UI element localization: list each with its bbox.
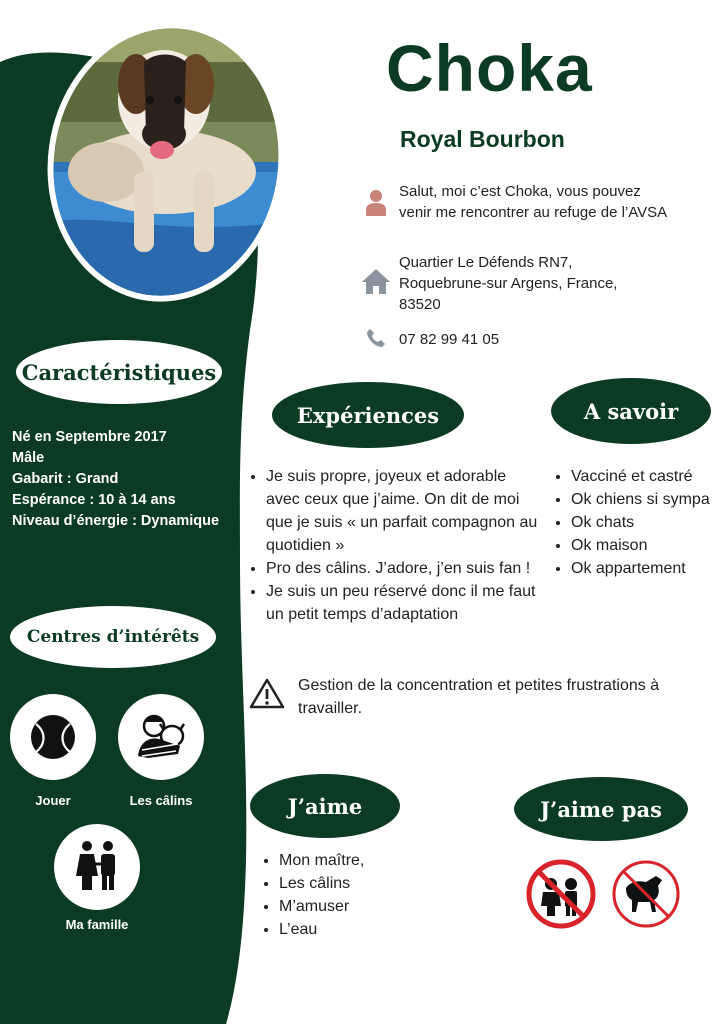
hug-icon bbox=[118, 694, 204, 780]
to-know-item: • Vacciné et castré bbox=[571, 465, 724, 488]
person-icon bbox=[364, 189, 388, 217]
to-know-heading: A savoir bbox=[551, 378, 711, 444]
contact-intro: Salut, moi c’est Choka, vous pouvez venir me rencontrer au refuge de l’AVSA bbox=[399, 183, 668, 221]
to-know-item: • Ok maison bbox=[571, 534, 724, 557]
dog-photo bbox=[46, 22, 286, 302]
dog-breed: Royal Bourbon bbox=[400, 126, 565, 152]
trait-lifespan: Espérance : 10 à 14 ans bbox=[12, 492, 176, 508]
to-know-item: • Ok chiens si sympa bbox=[571, 488, 724, 511]
warning-text: Gestion de la concentration et petites frustrations à travailler. bbox=[298, 677, 660, 717]
trait-size: Gabarit : Grand bbox=[12, 471, 119, 487]
likes-heading: J’aime bbox=[250, 774, 400, 838]
warning-icon bbox=[249, 677, 285, 709]
to-know-item: • Ok appartement bbox=[571, 557, 724, 580]
house-icon bbox=[360, 267, 392, 295]
like-item: • Mon maître, bbox=[279, 849, 479, 872]
experience-item: • Je suis propre, joyeux et adorable avec ceux que j’aime. On dit de moi que je suis « un parfait compagnon au quotidien » bbox=[266, 465, 544, 557]
contact-address: Quartier Le Défends RN7, Roquebrune-sur Argens, France, 83520 bbox=[399, 254, 618, 313]
trait-birth: Né en Septembre 2017 bbox=[12, 429, 167, 445]
tennis-ball-icon bbox=[10, 694, 96, 780]
to-know-item: • Ok chats bbox=[571, 511, 724, 534]
interests-heading: Centres d’intérêts bbox=[10, 606, 216, 668]
experiences-list bbox=[246, 465, 544, 626]
interest-hugs-label: Les câlins bbox=[129, 793, 193, 808]
interest-family-label: Ma famille bbox=[65, 917, 129, 932]
dislikes-heading: J’aime pas bbox=[514, 777, 688, 841]
trait-sex: Mâle bbox=[12, 450, 45, 466]
interest-play-label: Jouer bbox=[35, 793, 71, 808]
experience-item: • Je suis un peu réservé donc il me faut un petit temps d’adaptation bbox=[266, 580, 544, 626]
likes-list bbox=[259, 849, 479, 941]
dog-name: Choka bbox=[386, 31, 593, 105]
phone-icon bbox=[366, 328, 386, 348]
no-horses-icon bbox=[610, 858, 682, 930]
like-item: • Les câlins bbox=[279, 872, 479, 895]
trait-energy: Niveau d’énergie : Dynamique bbox=[12, 513, 220, 529]
characteristics-heading: Caractéristiques bbox=[16, 340, 222, 404]
experience-item: • Pro des câlins. J’adore, j’en suis fan ! bbox=[266, 557, 544, 580]
no-children-icon bbox=[525, 858, 597, 930]
interest-play-circle bbox=[10, 694, 96, 780]
characteristics-list bbox=[12, 427, 219, 532]
interest-family-circle bbox=[54, 824, 140, 910]
like-item: • M’amuser bbox=[279, 895, 479, 918]
to-know-list bbox=[551, 465, 724, 580]
experiences-heading: Expériences bbox=[272, 382, 464, 448]
interest-hugs-circle bbox=[118, 694, 204, 780]
family-icon bbox=[54, 824, 140, 910]
like-item: • L’eau bbox=[279, 918, 479, 941]
contact-phone: 07 82 99 41 05 bbox=[399, 331, 500, 348]
